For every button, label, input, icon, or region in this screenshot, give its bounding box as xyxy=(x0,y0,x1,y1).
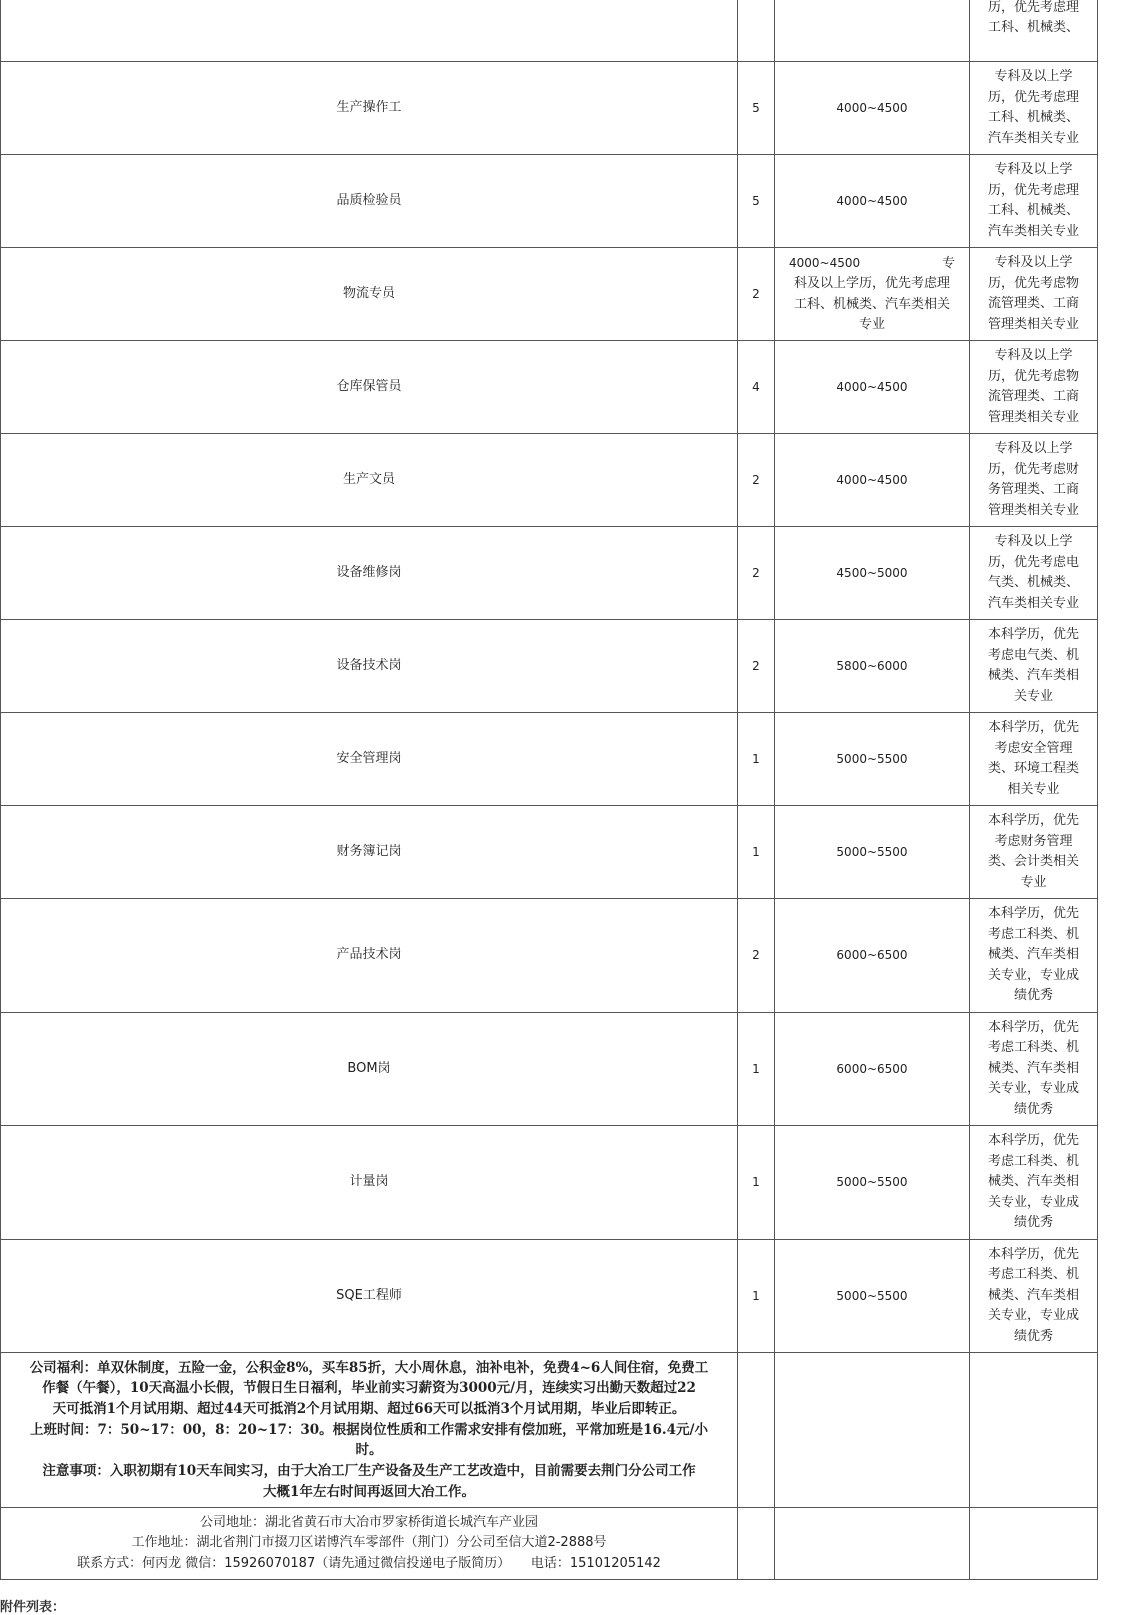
position-title: 计量岗 xyxy=(1,1126,738,1240)
req-line: 专科及以上学 xyxy=(994,441,1073,456)
req-line: 绩优秀 xyxy=(1013,1215,1053,1231)
position-count: 1 xyxy=(738,806,775,899)
position-count: 1 xyxy=(738,1126,775,1240)
req-line: 历，优先考虑电 xyxy=(987,554,1079,570)
position-title: 仓库保管员 xyxy=(1,341,738,434)
req-line: 历，优先考虑物 xyxy=(987,368,1079,384)
benefits-line: 大概1年左右时间再返回大冶工作。 xyxy=(263,1483,475,1500)
benefits-line: 注意事项：入职初期有10天车间实习，由于大冶工厂生产设备及生产工艺改造中，目前需要去荆门分公司工作 xyxy=(42,1463,696,1480)
req-line: 管理类相关专业 xyxy=(987,409,1079,425)
position-requirement xyxy=(970,713,1098,806)
position-requirement xyxy=(970,248,1098,341)
req-line: 类、会计类相关 xyxy=(987,854,1079,869)
req-line: 专科及以上学 xyxy=(994,255,1073,270)
benefits-line: 公司福利：单双休制度，五险一金，公积金8%，买车85折，大小周休息，油补电补，免费4~6人间住宿，免费工 xyxy=(29,1359,709,1376)
req-line: 关专业 xyxy=(1013,688,1053,704)
position-requirement xyxy=(970,899,1098,1013)
position-title: 生产文员 xyxy=(1,434,738,527)
req-line: 械类、汽车类相 xyxy=(987,1287,1079,1303)
position-requirement xyxy=(970,1126,1098,1240)
req-line: 历，优先考虑理 xyxy=(987,0,1079,15)
position-salary: 5000~5500 xyxy=(775,713,970,806)
table-row xyxy=(1,248,1098,341)
req-line: 管理类相关专业 xyxy=(987,316,1079,332)
req-line: 本科学历，优先 xyxy=(987,906,1079,922)
position-salary: 5000~5500 xyxy=(775,1126,970,1240)
req-line: 历，优先考虑理 xyxy=(987,89,1079,105)
req-line: 绩优秀 xyxy=(1013,1101,1053,1117)
req-line: 械类、汽车类相 xyxy=(987,1174,1079,1190)
position-requirement xyxy=(970,1240,1098,1353)
benefits-row xyxy=(1,1353,1098,1508)
position-count: 2 xyxy=(738,248,775,341)
req-line: 械类、汽车类相 xyxy=(987,947,1079,963)
position-salary: 5000~5500 xyxy=(775,1240,970,1353)
table-row xyxy=(1,620,1098,713)
position-count: 2 xyxy=(738,527,775,620)
benefits-line: 时。 xyxy=(355,1442,383,1459)
req-line: 历，优先考虑物 xyxy=(987,275,1079,291)
table-row xyxy=(1,806,1098,899)
table-row xyxy=(1,1126,1098,1240)
position-requirement xyxy=(970,155,1098,248)
position-salary xyxy=(775,0,970,62)
req-line: 本科学历，优先 xyxy=(987,720,1079,735)
table-row xyxy=(1,899,1098,1013)
position-requirement xyxy=(970,0,1098,62)
empty-cell xyxy=(970,1508,1098,1580)
req-line: 务管理类、工商 xyxy=(987,482,1079,497)
req-line: 本科学历，优先 xyxy=(987,1246,1079,1262)
empty-cell xyxy=(738,1508,775,1580)
req-line: 考虑工科类、机 xyxy=(987,926,1079,942)
position-requirement xyxy=(970,527,1098,620)
position-requirement xyxy=(970,434,1098,527)
req-line: 流管理类、工商 xyxy=(987,296,1079,311)
table-row xyxy=(1,1240,1098,1353)
work-address: 工作地址：湖北省荆门市掇刀区诺博汽车零部件（荆门）分公司至信大道2-2888号 xyxy=(131,1535,607,1551)
req-line: 专科及以上学 xyxy=(994,348,1073,363)
req-line: 本科学历，优先 xyxy=(987,813,1079,828)
req-line: 考虑电气类、机 xyxy=(987,647,1079,663)
req-line: 考虑财务管理 xyxy=(994,833,1073,849)
attachments-heading: 附件列表： xyxy=(0,1600,66,1615)
position-requirement xyxy=(970,1013,1098,1126)
position-title: 物流专员 xyxy=(1,248,738,341)
req-line: 关专业，专业成 xyxy=(987,967,1079,983)
table-row xyxy=(1,341,1098,434)
position-title: 产品技术岗 xyxy=(1,899,738,1013)
req-line: 绩优秀 xyxy=(1013,1328,1053,1344)
position-count: 1 xyxy=(738,1013,775,1126)
req-line: 相关专业 xyxy=(1007,781,1060,797)
position-requirement xyxy=(970,806,1098,899)
req-line: 汽车类相关专业 xyxy=(987,595,1079,611)
table-row xyxy=(1,62,1098,155)
req-line: 关专业，专业成 xyxy=(987,1194,1079,1210)
position-count: 1 xyxy=(738,713,775,806)
req-line: 气类、机械类、 xyxy=(987,575,1079,590)
req-line: 历，优先考虑理 xyxy=(987,182,1079,198)
contact-cell xyxy=(1,1508,738,1580)
benefits-line: 作餐（午餐），10天高温小长假，节假日生日福利，毕业前实习薪资为3000元/月，连续实习出勤天数超过22 xyxy=(42,1380,696,1397)
salary-range: 4000~4500 xyxy=(789,255,861,270)
salary-head-line xyxy=(789,253,955,275)
position-salary: 5800~6000 xyxy=(775,620,970,713)
position-title: 设备维修岗 xyxy=(1,527,738,620)
table-row xyxy=(1,0,1098,62)
req-line: 工科、机械类、 xyxy=(987,20,1079,35)
position-title xyxy=(1,0,738,62)
req-line: 流管理类、工商 xyxy=(987,389,1079,404)
position-count xyxy=(738,0,775,62)
company-address: 公司地址：湖北省黄石市大冶市罗家桥街道长城汽车产业园 xyxy=(199,1514,538,1530)
position-count: 2 xyxy=(738,899,775,1013)
benefits-line: 天可抵消1个月试用期、超过44天可抵消2个月试用期、超过66天可以抵消3个月试用期，毕业后即转正。 xyxy=(52,1400,686,1417)
req-line: 考虑工科类、机 xyxy=(987,1040,1079,1056)
req-line: 考虑安全管理 xyxy=(994,740,1073,756)
contact-info: 联系方式：何丙龙 微信：15926070187（请先通过微信投递电子版简历） 电话：15101205142 xyxy=(77,1555,661,1571)
req-line: 汽车类相关专业 xyxy=(987,130,1079,146)
position-title: 生产操作工 xyxy=(1,62,738,155)
table-row xyxy=(1,527,1098,620)
salary-note-line: 专业 xyxy=(858,317,885,332)
salary-note-line: 科及以上学历，优先考虑理 xyxy=(793,276,950,291)
position-salary: 6000~6500 xyxy=(775,899,970,1013)
benefits-cell xyxy=(1,1353,738,1508)
position-title: BOM岗 xyxy=(1,1013,738,1126)
contact-row xyxy=(1,1508,1098,1580)
req-line: 管理类相关专业 xyxy=(987,502,1079,518)
position-salary xyxy=(775,248,970,341)
req-line: 绩优秀 xyxy=(1013,988,1053,1004)
table-row xyxy=(1,713,1098,806)
position-salary: 4000~4500 xyxy=(775,155,970,248)
table-row xyxy=(1,155,1098,248)
position-count: 5 xyxy=(738,62,775,155)
position-salary: 6000~6500 xyxy=(775,1013,970,1126)
req-line: 关专业，专业成 xyxy=(987,1081,1079,1097)
req-line: 械类、汽车类相 xyxy=(987,1060,1079,1076)
position-title: 设备技术岗 xyxy=(1,620,738,713)
position-title: 品质检验员 xyxy=(1,155,738,248)
req-line: 专业 xyxy=(1020,874,1047,890)
position-title: 财务簿记岗 xyxy=(1,806,738,899)
position-requirement xyxy=(970,62,1098,155)
req-line: 考虑工科类、机 xyxy=(987,1267,1079,1283)
position-requirement xyxy=(970,341,1098,434)
empty-cell xyxy=(970,1353,1098,1508)
position-title: 安全管理岗 xyxy=(1,713,738,806)
req-line: 关专业，专业成 xyxy=(987,1308,1079,1324)
position-salary: 4000~4500 xyxy=(775,341,970,434)
req-line: 专科及以上学 xyxy=(994,162,1073,177)
benefits-line: 上班时间：7：50~17：00，8：20~17：30。根据岗位性质和工作需求安排有偿加班，平常加班是16.4元/小 xyxy=(30,1421,708,1438)
req-line: 本科学历，优先 xyxy=(987,1133,1079,1149)
empty-cell xyxy=(775,1353,970,1508)
table-row xyxy=(1,434,1098,527)
position-salary: 5000~5500 xyxy=(775,806,970,899)
req-line: 工科、机械类、 xyxy=(987,110,1079,125)
position-count: 2 xyxy=(738,620,775,713)
req-line: 汽车类相关专业 xyxy=(987,223,1079,239)
empty-cell xyxy=(738,1353,775,1508)
req-line: 考虑工科类、机 xyxy=(987,1153,1079,1169)
salary-note-line: 工科、机械类、汽车类相关 xyxy=(793,296,950,312)
salary-note-start: 专 xyxy=(941,255,955,271)
position-count: 5 xyxy=(738,155,775,248)
req-line: 历，优先考虑财 xyxy=(987,461,1079,477)
req-line: 专科及以上学 xyxy=(994,69,1073,84)
position-count: 1 xyxy=(738,1240,775,1353)
req-line: 专科及以上学 xyxy=(994,534,1073,549)
req-line: 工科、机械类、 xyxy=(987,203,1079,218)
position-salary: 4500~5000 xyxy=(775,527,970,620)
position-salary: 4000~4500 xyxy=(775,62,970,155)
empty-cell xyxy=(775,1508,970,1580)
position-count: 2 xyxy=(738,434,775,527)
position-title: SQE工程师 xyxy=(1,1240,738,1353)
req-line: 械类、汽车类相 xyxy=(987,668,1079,683)
table-row xyxy=(1,1013,1098,1126)
req-line: 本科学历，优先 xyxy=(987,627,1079,642)
req-line: 本科学历，优先 xyxy=(987,1019,1079,1035)
position-salary: 4000~4500 xyxy=(775,434,970,527)
position-requirement xyxy=(970,620,1098,713)
req-line: 类、环境工程类 xyxy=(987,761,1079,776)
position-count: 4 xyxy=(738,341,775,434)
